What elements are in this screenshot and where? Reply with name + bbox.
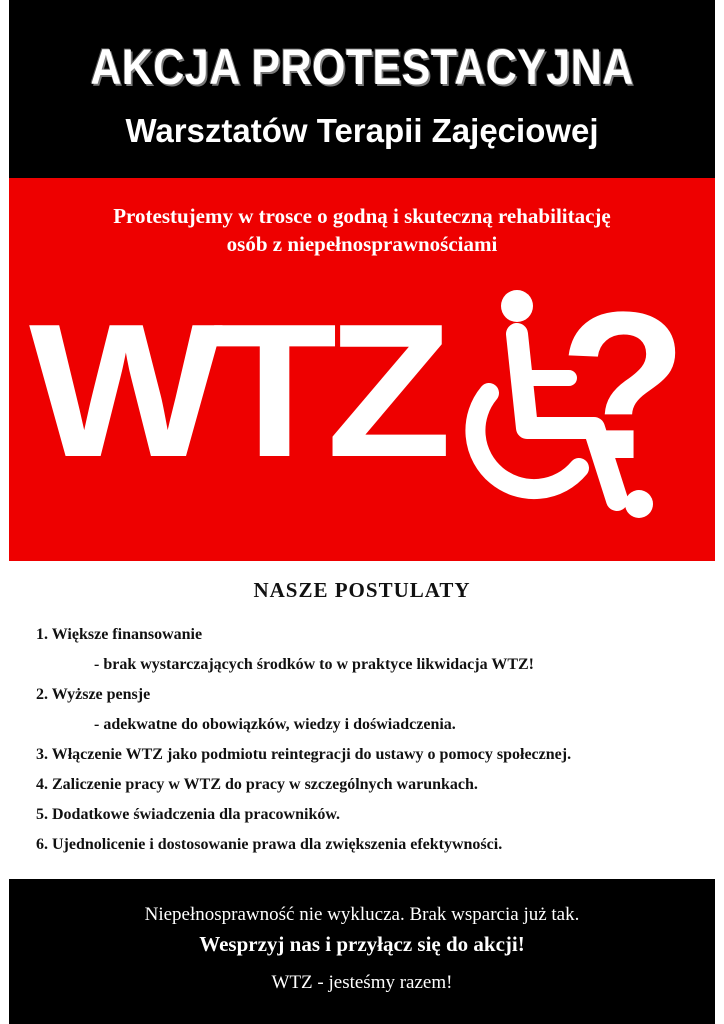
demand-detail: - adekwatne do obowiązków, wiedzy i doświadczenia. [94, 716, 456, 733]
banner-band [9, 178, 715, 561]
demand-detail: - brak wystarczających środków to w praktyce likwidacja WTZ! [94, 656, 534, 673]
question-mark-icon: ? [559, 278, 688, 503]
footer-slogan: WTZ - jesteśmy razem! [271, 972, 453, 993]
protest-statement-line-1: Protestujemy w trosce o godną i skuteczną rehabilitację [113, 204, 611, 228]
protest-statement-line-2: osób z niepełnosprawnościami [226, 232, 498, 256]
demand-item: 3. Włączenie WTZ jako podmiotu reintegracji do ustawy o pomocy społecznej. [36, 746, 572, 763]
wheelchair-question-logo [429, 278, 699, 538]
demand-item: 2. Wyższe pensje [36, 686, 151, 703]
demands-title: NASZE POSTULATY [253, 578, 471, 602]
wtz-logo-text: WTZ [29, 285, 441, 497]
poster-headline: AKCJA PROTESTACYJNA [90, 39, 634, 95]
demand-item: 4. Zaliczenie pracy w WTZ do pracy w szczególnych warunkach. [36, 776, 478, 793]
poster-subheadline: Warsztatów Terapii Zajęciowej [125, 112, 599, 149]
footer-call-to-action: Wesprzyj nas i przyłącz się do akcji! [199, 932, 525, 956]
header-band [9, 0, 715, 178]
footer-band [9, 879, 715, 1024]
demands-list [0, 624, 724, 864]
demand-item: 1. Większe finansowanie [36, 626, 203, 643]
demand-item: 6. Ujednolicenie i dostosowanie prawa dla zwiększenia efektywności. [36, 836, 503, 853]
demand-item: 5. Dodatkowe świadczenia dla pracowników. [36, 806, 341, 823]
footer-line-1: Niepełnosprawność nie wyklucza. Brak wsparcia już tak. [144, 904, 580, 925]
